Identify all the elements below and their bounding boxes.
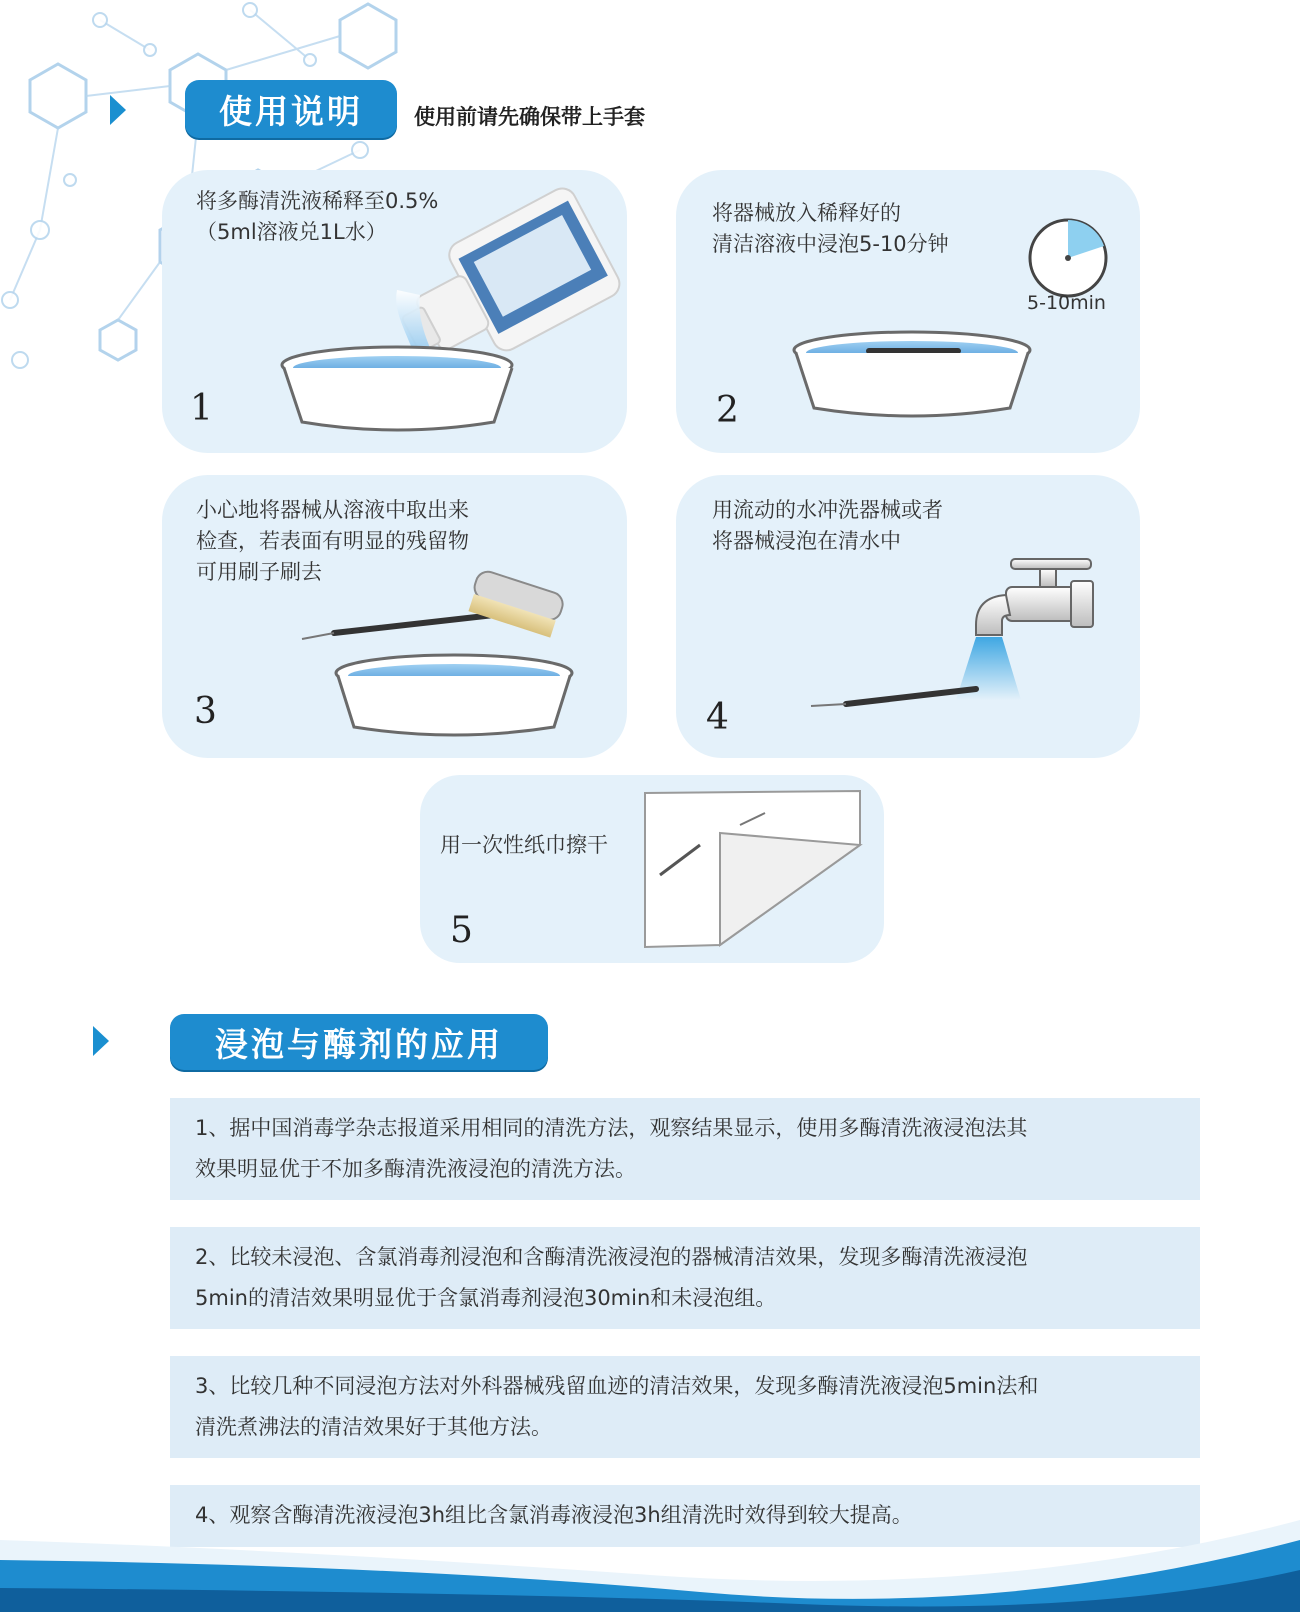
timer-icon bbox=[1030, 220, 1106, 296]
step-card-3 bbox=[162, 475, 627, 758]
chevron-right-icon bbox=[110, 95, 126, 125]
bottom-wave-decoration bbox=[0, 1500, 1300, 1612]
application-item-1 bbox=[170, 1098, 1200, 1200]
application-item-3-line-1: 3、比较几种不同浸泡方法对外科器械残留血迹的清洁效果，发现多酶清洗液浸泡5min法和 bbox=[195, 1374, 1039, 1398]
step-card-2 bbox=[676, 170, 1140, 453]
step-number-4: 4 bbox=[706, 697, 729, 738]
step-3-line-3: 可用刷子刷去 bbox=[196, 560, 322, 584]
step-4-line-2: 将器械浸泡在清水中 bbox=[712, 529, 901, 553]
step-3-line-1: 小心地将器械从溶液中取出来 bbox=[196, 498, 469, 522]
application-item-2-line-2: 5min的清洁效果明显优于含氯消毒剂浸泡30min和未浸泡组。 bbox=[195, 1286, 777, 1310]
application-item-3-line-2: 清洗煮沸法的清洁效果好于其他方法。 bbox=[195, 1415, 552, 1439]
step-number-3: 3 bbox=[194, 691, 217, 732]
step-3-line-2: 检查，若表面有明显的残留物 bbox=[196, 529, 469, 553]
step-4-line-1: 用流动的水冲洗器械或者 bbox=[712, 498, 943, 522]
application-item-1-line-1: 1、据中国消毒学杂志报道采用相同的清洗方法，观察结果显示，使用多酶清洗液浸泡法其 bbox=[195, 1116, 1028, 1140]
step-1-line-1: 将多酶清洗液稀释至0.5% bbox=[196, 189, 439, 213]
step-2-line-2: 清洁溶液中浸泡5-10分钟 bbox=[712, 232, 949, 256]
step-card-1 bbox=[162, 170, 627, 453]
step-1-line-2: （5ml溶液兑1L水） bbox=[196, 220, 387, 244]
step-number-5: 5 bbox=[450, 910, 473, 951]
chevron-right-icon bbox=[93, 1026, 109, 1056]
section-title-application: 浸泡与酶剂的应用 bbox=[170, 1014, 548, 1070]
application-item-2-line-1: 2、比较未浸泡、含氯消毒剂浸泡和含酶清洗液浸泡的器械清洁效果，发现多酶清洗液浸泡 bbox=[195, 1245, 1028, 1269]
timer-label: 5-10min bbox=[1027, 292, 1106, 314]
paper-towel-illustration bbox=[420, 775, 884, 963]
step-card-5 bbox=[420, 775, 884, 963]
step-5-line-1: 用一次性纸巾擦干 bbox=[440, 833, 608, 857]
application-item-2 bbox=[170, 1227, 1200, 1329]
step-2-line-1: 将器械放入稀释好的 bbox=[712, 201, 901, 225]
application-item-3 bbox=[170, 1356, 1200, 1458]
step-card-4 bbox=[676, 475, 1140, 758]
step-number-1: 1 bbox=[190, 388, 213, 429]
faucet-icon bbox=[976, 559, 1093, 635]
glove-reminder: 使用前请先确保带上手套 bbox=[414, 105, 645, 129]
application-item-1-line-2: 效果明显优于不加多酶清洗液浸泡的清洗方法。 bbox=[195, 1157, 636, 1181]
section-title-usage: 使用说明 bbox=[185, 80, 397, 138]
application-item-4-line-1: 4、观察含酶清洗液浸泡3h组比含氯消毒液浸泡3h组清洗时效得到较大提高。 bbox=[195, 1503, 913, 1527]
step-number-2: 2 bbox=[716, 390, 739, 431]
